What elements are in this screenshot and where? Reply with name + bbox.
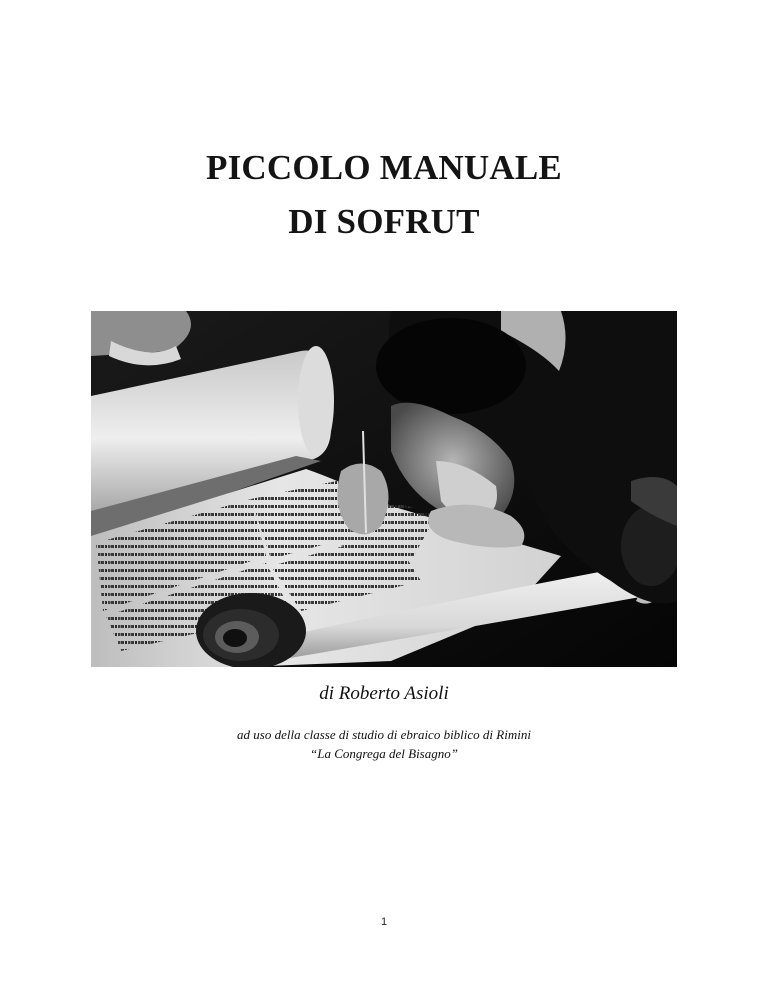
title-line-2: DI SOFRUT [288, 202, 480, 241]
page-number: 1 [380, 916, 388, 928]
subtitle-line-1: ad uso della classe di studio di ebraico biblico di Rimini [237, 727, 531, 742]
author-line: di Roberto Asioli [319, 683, 449, 704]
title-line-1: PICCOLO MANUALE [206, 148, 562, 187]
subtitle-line-2: “La Congrega del Bisagno” [310, 746, 458, 761]
cover-photo [91, 311, 677, 667]
